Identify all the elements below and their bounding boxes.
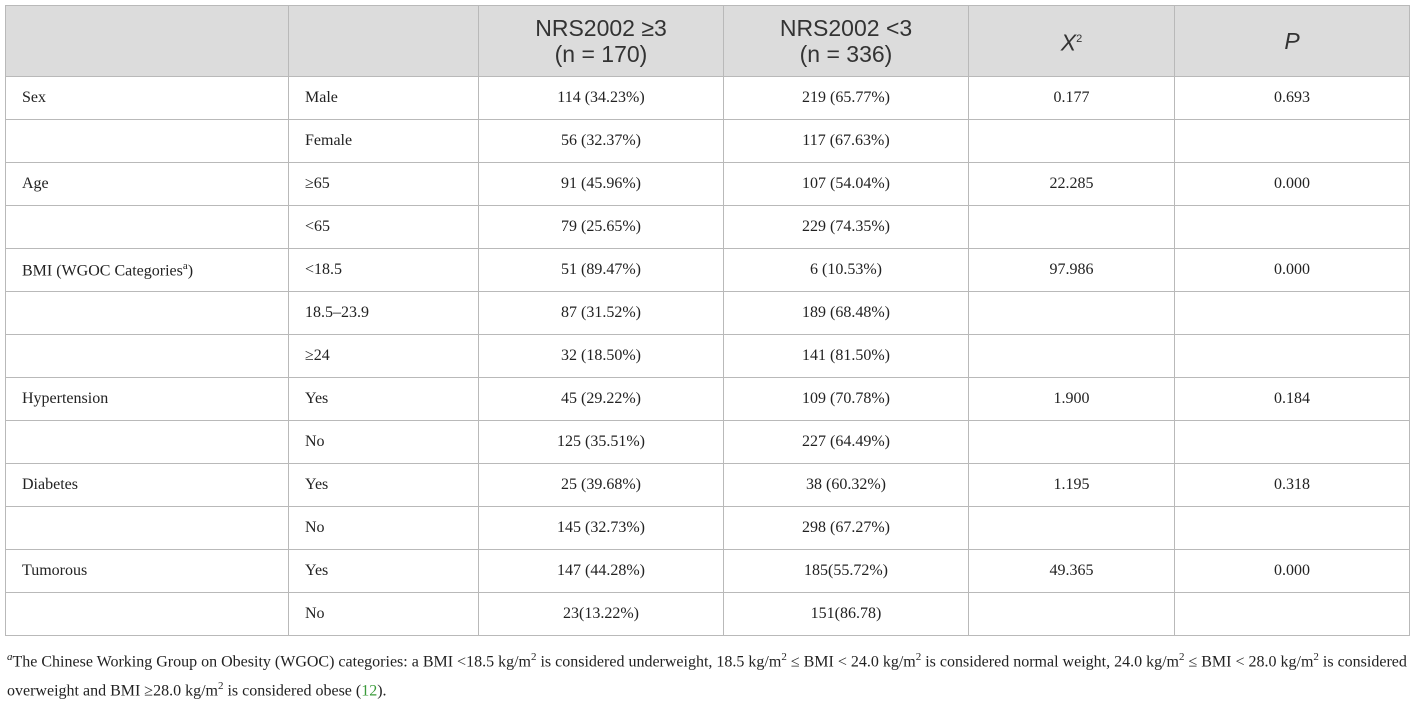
cell-nrs-high-text: 23(13.22%) — [563, 605, 639, 622]
cell-chi-square — [969, 378, 1175, 421]
row-category — [289, 593, 479, 636]
cell-nrs-high-text: 147 (44.28%) — [557, 562, 645, 579]
cell-nrs-low — [724, 464, 969, 507]
cell-nrs-high-text: 87 (31.52%) — [561, 304, 641, 321]
cell-chi-square — [969, 550, 1175, 593]
row-category — [289, 77, 479, 120]
row-group-label-text: Age — [22, 175, 49, 192]
cell-p-value — [1175, 163, 1410, 206]
row-group-label — [6, 378, 289, 421]
footnote-sq-4: 2 — [1178, 651, 1185, 663]
cell-p-value-text: 0.693 — [1274, 89, 1310, 106]
nrs2002-table — [5, 5, 1410, 636]
table-row — [6, 120, 1410, 163]
cell-nrs-high — [479, 593, 724, 636]
cell-chi-square — [969, 77, 1175, 120]
cell-nrs-high-text: 56 (32.37%) — [561, 132, 641, 149]
table-row — [6, 77, 1410, 120]
cell-nrs-high — [479, 421, 724, 464]
cell-nrs-low-text: 189 (68.48%) — [802, 304, 890, 321]
header-empty-group — [6, 6, 289, 77]
table-body — [6, 77, 1410, 636]
footnote-sq-3: 2 — [915, 651, 922, 663]
cell-nrs-high — [479, 163, 724, 206]
header-nrs-low — [724, 6, 969, 77]
table-row — [6, 464, 1410, 507]
cell-nrs-high-text: 79 (25.65%) — [561, 218, 641, 235]
row-group-label — [6, 77, 289, 120]
row-category — [289, 464, 479, 507]
table-row — [6, 206, 1410, 249]
footnote-text-6: is considered overweight and BMI ≥28.0 kg/m — [7, 653, 1407, 700]
cell-nrs-high — [479, 464, 724, 507]
cell-nrs-high-text: 51 (89.47%) — [561, 261, 641, 278]
cell-p-value-text: 0.000 — [1274, 562, 1310, 579]
footnote-sq-5: 2 — [1313, 651, 1319, 663]
footnote-reference-link[interactable]: 12 — [361, 682, 378, 700]
row-category-text: 18.5–23.9 — [305, 304, 369, 321]
row-category — [289, 507, 479, 550]
cell-nrs-high — [479, 507, 724, 550]
cell-p-value — [1175, 507, 1410, 550]
table-row — [6, 335, 1410, 378]
cell-nrs-low-text: 298 (67.27%) — [802, 519, 890, 536]
footnote-sq-6: 2 — [217, 680, 224, 693]
cell-nrs-high-text: 125 (35.51%) — [557, 433, 645, 450]
table-row — [6, 507, 1410, 550]
table-row — [6, 292, 1410, 335]
cell-nrs-low — [724, 77, 969, 120]
cell-nrs-high-text: 145 (32.73%) — [557, 519, 645, 536]
cell-nrs-low — [724, 292, 969, 335]
row-category-text: Yes — [305, 562, 329, 579]
footnote-text-4: is considered normal weight, 24.0 kg/m — [921, 653, 1179, 671]
cell-nrs-low-text: 185(55.72%) — [804, 562, 888, 579]
cell-p-value — [1175, 206, 1410, 249]
cell-nrs-high — [479, 378, 724, 421]
cell-nrs-low — [724, 550, 969, 593]
row-category-text: Yes — [305, 390, 329, 407]
cell-p-value-text: 0.184 — [1274, 390, 1310, 407]
table-footnote — [5, 645, 1409, 704]
header-row — [6, 6, 1410, 77]
row-group-label — [6, 206, 289, 249]
cell-chi-square — [969, 507, 1175, 550]
cell-nrs-low-text: 229 (74.35%) — [802, 218, 890, 235]
row-group-label — [6, 163, 289, 206]
table-row — [6, 550, 1410, 593]
cell-chi-square-text: 97.986 — [1049, 261, 1094, 278]
table-row — [6, 163, 1410, 206]
table-row — [6, 249, 1410, 292]
cell-chi-square — [969, 120, 1175, 163]
cell-p-value — [1175, 249, 1410, 292]
header-chi-square-sup: 2 — [1076, 33, 1083, 46]
row-category-text: Female — [305, 132, 353, 149]
header-p-value — [1175, 6, 1410, 77]
cell-nrs-low-text: 38 (60.32%) — [806, 476, 886, 493]
row-group-label — [6, 421, 289, 464]
cell-nrs-low-text: 117 (67.63%) — [802, 132, 890, 149]
row-group-label-text: Sex — [22, 89, 46, 106]
footnote-sq-2: 2 — [781, 651, 787, 663]
cell-chi-square — [969, 335, 1175, 378]
header-nrs-low-n: (n = 336) — [799, 41, 893, 67]
cell-nrs-low-text: 6 (10.53%) — [810, 261, 882, 278]
cell-nrs-low — [724, 206, 969, 249]
row-category-text: ≥24 — [305, 347, 330, 364]
row-category — [289, 335, 479, 378]
footnote-mark: a — [7, 651, 13, 663]
table-row — [6, 593, 1410, 636]
row-category — [289, 206, 479, 249]
row-group-label — [6, 593, 289, 636]
header-nrs-high — [479, 6, 724, 77]
row-group-label — [6, 335, 289, 378]
row-group-label — [6, 120, 289, 163]
row-category — [289, 120, 479, 163]
cell-p-value-text: 0.000 — [1274, 175, 1310, 192]
row-group-label — [6, 550, 289, 593]
cell-nrs-high — [479, 249, 724, 292]
cell-nrs-high-text: 45 (29.22%) — [561, 390, 641, 407]
table-container — [5, 5, 1409, 704]
cell-nrs-low — [724, 593, 969, 636]
row-category-text: Yes — [305, 476, 329, 493]
cell-chi-square — [969, 593, 1175, 636]
row-category-text: No — [305, 519, 325, 536]
row-category-text: ≥65 — [305, 175, 330, 192]
row-group-label-text: Hypertension — [22, 390, 109, 407]
cell-nrs-low — [724, 507, 969, 550]
cell-chi-square-text: 22.285 — [1049, 175, 1094, 192]
cell-nrs-high — [479, 206, 724, 249]
footnote-text-7: is considered obese ( — [223, 682, 362, 700]
cell-chi-square — [969, 249, 1175, 292]
cell-chi-square-text: 1.900 — [1053, 390, 1090, 407]
bmi-footnote-mark: a — [182, 259, 188, 272]
cell-chi-square — [969, 292, 1175, 335]
row-group-label-text: BMI (WGOC Categories — [22, 262, 183, 280]
bmi-label-close: ) — [187, 262, 194, 280]
cell-p-value — [1175, 464, 1410, 507]
header-nrs-high-n: (n = 170) — [554, 41, 648, 67]
header-nrs-low-title: NRS2002 <3 — [779, 15, 913, 41]
row-category-text: <65 — [305, 218, 331, 235]
cell-nrs-low — [724, 120, 969, 163]
cell-nrs-high — [479, 292, 724, 335]
cell-p-value — [1175, 120, 1410, 163]
cell-chi-square — [969, 464, 1175, 507]
cell-chi-square-text: 1.195 — [1053, 476, 1090, 493]
cell-nrs-high — [479, 77, 724, 120]
cell-chi-square-text: 0.177 — [1053, 89, 1090, 106]
row-group-label — [6, 249, 289, 292]
footnote-text-2: is considered underweight, 18.5 kg/m — [536, 653, 782, 671]
row-category — [289, 378, 479, 421]
cell-p-value-text: 0.000 — [1274, 261, 1310, 278]
cell-nrs-low — [724, 335, 969, 378]
footnote-text-3: ≤ BMI < 24.0 kg/m — [786, 653, 916, 671]
cell-chi-square — [969, 421, 1175, 464]
row-group-label-text: Tumorous — [22, 562, 88, 579]
cell-nrs-low-text: 109 (70.78%) — [802, 390, 890, 407]
header-chi-square-label: X — [1060, 29, 1077, 56]
cell-p-value — [1175, 335, 1410, 378]
cell-nrs-low — [724, 249, 969, 292]
cell-nrs-low-text: 227 (64.49%) — [802, 433, 890, 450]
cell-p-value — [1175, 550, 1410, 593]
cell-p-value — [1175, 378, 1410, 421]
row-group-label — [6, 464, 289, 507]
row-category — [289, 292, 479, 335]
row-category — [289, 550, 479, 593]
cell-nrs-high — [479, 335, 724, 378]
cell-nrs-low-text: 151(86.78) — [810, 605, 882, 622]
cell-p-value — [1175, 421, 1410, 464]
row-category — [289, 421, 479, 464]
cell-nrs-high — [479, 120, 724, 163]
header-nrs-high-title: NRS2002 ≥3 — [535, 15, 667, 41]
cell-nrs-low-text: 107 (54.04%) — [802, 175, 890, 192]
cell-chi-square — [969, 206, 1175, 249]
footnote-text-8: ). — [377, 682, 387, 700]
cell-p-value — [1175, 77, 1410, 120]
footnote-text-5: ≤ BMI < 28.0 kg/m — [1184, 653, 1314, 671]
cell-nrs-low — [724, 378, 969, 421]
header-empty-category — [289, 6, 479, 77]
table-row — [6, 421, 1410, 464]
cell-nrs-high-text: 114 (34.23%) — [557, 89, 645, 106]
cell-nrs-low-text: 219 (65.77%) — [802, 89, 890, 106]
cell-chi-square — [969, 163, 1175, 206]
cell-chi-square-text: 49.365 — [1049, 562, 1094, 579]
row-category-text: No — [305, 433, 325, 450]
cell-p-value — [1175, 292, 1410, 335]
cell-nrs-low-text: 141 (81.50%) — [802, 347, 890, 364]
cell-nrs-low — [724, 163, 969, 206]
footnote-text-1: The Chinese Working Group on Obesity (WGOC) categories: a BMI <18.5 kg/m — [12, 653, 531, 671]
header-p-label: P — [1284, 28, 1300, 54]
row-category-text: No — [305, 605, 325, 622]
row-group-label-text: Diabetes — [22, 476, 78, 493]
row-group-label — [6, 292, 289, 335]
row-category-text: Male — [305, 89, 338, 106]
cell-p-value — [1175, 593, 1410, 636]
cell-nrs-low — [724, 421, 969, 464]
row-group-label — [6, 507, 289, 550]
cell-nrs-high-text: 32 (18.50%) — [561, 347, 641, 364]
cell-nrs-high-text: 25 (39.68%) — [561, 476, 641, 493]
table-row — [6, 378, 1410, 421]
row-category — [289, 163, 479, 206]
row-category-text: <18.5 — [305, 261, 343, 278]
cell-nrs-high — [479, 550, 724, 593]
row-category — [289, 249, 479, 292]
footnote-sq-1: 2 — [530, 651, 537, 663]
cell-nrs-high-text: 91 (45.96%) — [561, 175, 641, 192]
cell-p-value-text: 0.318 — [1274, 476, 1310, 493]
header-chi-square — [969, 6, 1175, 77]
